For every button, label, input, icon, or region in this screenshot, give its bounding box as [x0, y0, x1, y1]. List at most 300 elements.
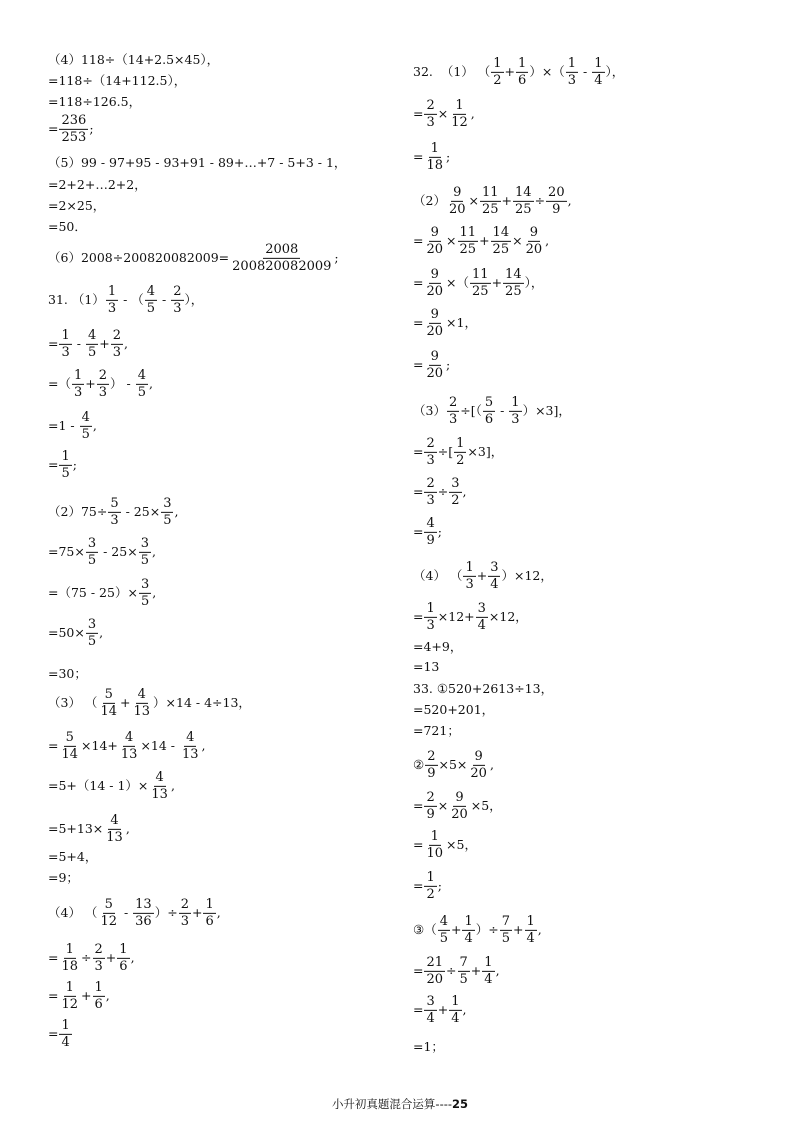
text-segment: = [48, 1025, 59, 1041]
fraction [524, 226, 545, 256]
numerator: 7 [459, 954, 468, 970]
fraction [449, 99, 470, 129]
right-line [413, 350, 450, 380]
denominator: 14 [61, 746, 79, 762]
numerator: 11 [459, 224, 477, 240]
denominator: 3 [110, 512, 119, 528]
fraction [86, 618, 98, 648]
fraction [454, 437, 466, 467]
numerator: 1 [73, 367, 83, 383]
left-line [48, 771, 175, 801]
denominator: 5 [459, 971, 468, 987]
text-segment: ×12， [488, 608, 528, 624]
numerator: 3 [477, 600, 486, 616]
numerator: 5 [65, 729, 74, 745]
denominator: 3 [426, 617, 435, 633]
fraction [480, 186, 501, 216]
left-line [48, 243, 339, 273]
denominator: 3 [511, 411, 520, 427]
denominator: 2 [426, 886, 435, 902]
fraction [117, 943, 129, 973]
fraction [93, 943, 105, 973]
denominator: 20 [426, 241, 444, 257]
text-segment: , [174, 503, 179, 519]
fraction [458, 956, 470, 986]
text-segment: , [170, 777, 175, 793]
denominator: 25 [505, 283, 522, 299]
numerator: 2 [426, 97, 435, 113]
fraction [449, 791, 470, 821]
numerator: 1 [430, 828, 439, 844]
fraction [72, 369, 84, 399]
fraction [491, 57, 503, 87]
left-line [48, 93, 142, 109]
fraction [133, 898, 154, 928]
right-line [413, 186, 572, 216]
numerator: 2 [448, 394, 458, 410]
text-segment: ×5， [446, 836, 477, 852]
text-segment: ÷ [81, 949, 92, 965]
denominator: 20 [525, 241, 543, 257]
numerator: 4 [155, 769, 164, 785]
numerator: 4 [137, 686, 146, 702]
denominator: 12 [451, 114, 468, 130]
denominator: 20 [448, 201, 466, 217]
denominator: 200820082009 [232, 258, 332, 274]
numerator: 2 [112, 327, 121, 343]
numerator: 1 [119, 941, 128, 957]
denominator: 5 [439, 930, 448, 946]
text-segment: - [72, 335, 85, 351]
text-segment: （2）75÷ [48, 503, 108, 519]
text-segment: ; [446, 148, 451, 164]
fraction [503, 268, 524, 298]
numerator: 1 [484, 954, 493, 970]
text-segment: （5）99 - 97+95 - 93+91 - 89+…+7 - 5+3 - 1， [48, 154, 347, 170]
numerator: 5 [484, 394, 494, 410]
numerator: 3 [163, 495, 172, 511]
text-segment: , [99, 624, 104, 640]
numerator: 1 [493, 55, 502, 71]
fraction [424, 871, 436, 901]
fraction [449, 995, 461, 1025]
text-segment: =118÷（14+112.5）， [48, 72, 187, 88]
numerator: 1 [205, 896, 214, 912]
right-line [413, 396, 571, 426]
fraction [424, 602, 436, 632]
text-segment: =5+4， [48, 848, 98, 864]
denominator: 13 [182, 746, 199, 762]
fraction [139, 578, 151, 608]
text-segment: ）×3]， [522, 402, 571, 418]
denominator: 5 [61, 465, 70, 481]
left-line [48, 537, 156, 567]
numerator: 2 [173, 283, 182, 299]
fraction [424, 830, 445, 860]
left-line [48, 848, 98, 864]
text-segment: - [496, 402, 509, 418]
fraction [447, 396, 459, 426]
text-segment: × [512, 232, 523, 248]
text-segment: ; [72, 456, 77, 472]
numerator: 3 [140, 535, 149, 551]
denominator: 5 [140, 552, 149, 568]
text-segment: × [446, 232, 457, 248]
fraction [139, 537, 151, 567]
denominator: 3 [448, 411, 458, 427]
fraction [463, 561, 475, 591]
right-line [413, 226, 549, 256]
fraction [424, 477, 436, 507]
numerator: 2 [426, 789, 435, 805]
text-segment: , [462, 1001, 467, 1017]
text-segment: + [119, 694, 131, 710]
denominator: 3 [94, 958, 103, 974]
text-segment: - 25× [121, 503, 161, 519]
numerator: 9 [453, 184, 462, 200]
numerator: 1 [567, 55, 577, 71]
numerator: 2 [180, 896, 189, 912]
text-segment: ; [334, 249, 339, 265]
fraction [424, 226, 445, 256]
text-segment: , [152, 584, 157, 600]
text-segment: ; [89, 120, 94, 136]
numerator: 3 [87, 616, 97, 632]
denominator: 4 [451, 1010, 460, 1026]
left-line [48, 618, 103, 648]
fraction [86, 537, 98, 567]
left-line [48, 981, 110, 1011]
left-line [48, 197, 106, 213]
left-line [48, 51, 220, 67]
left-line [48, 898, 221, 928]
denominator: 9 [426, 532, 435, 548]
text-segment: , [462, 483, 467, 499]
numerator: 3 [426, 993, 435, 1009]
text-segment: （6）2008÷200820082009= [48, 249, 230, 265]
text-segment: =（ [48, 375, 71, 391]
fraction [80, 411, 92, 441]
numerator: 4 [81, 409, 90, 425]
numerator: 3 [451, 475, 460, 491]
numerator: 3 [87, 535, 97, 551]
text-segment: ）， [605, 63, 625, 79]
denominator: 5 [87, 552, 97, 568]
fraction [425, 750, 437, 780]
text-segment: （3） （ [48, 694, 98, 710]
denominator: 5 [81, 426, 90, 442]
text-segment: =721； [413, 722, 460, 738]
text-segment: ）， [524, 274, 544, 290]
text-segment: , [545, 232, 550, 248]
right-line [413, 722, 460, 738]
fraction [59, 1019, 71, 1049]
denominator: 4 [484, 971, 493, 987]
denominator: 25 [481, 201, 499, 217]
numerator: 5 [110, 495, 119, 511]
left-line [48, 369, 153, 399]
text-segment: =520+201， [413, 701, 495, 717]
fraction [171, 285, 183, 315]
numerator: 4 [137, 367, 146, 383]
denominator: 5 [146, 300, 156, 316]
denominator: 6 [94, 996, 103, 1012]
text-segment: = [413, 523, 424, 539]
text-segment: , [105, 987, 110, 1003]
numerator: 1 [594, 55, 603, 71]
text-segment: =1； [413, 1038, 444, 1054]
numerator: 1 [526, 913, 535, 929]
text-segment: = [48, 987, 59, 1003]
fraction [491, 226, 512, 256]
numerator: 11 [472, 266, 489, 282]
numerator: 1 [511, 394, 520, 410]
fraction [516, 57, 528, 87]
fraction [488, 561, 500, 591]
denominator: 9 [426, 806, 435, 822]
text-segment: ×14+ [81, 737, 118, 753]
right-line [413, 1038, 444, 1054]
fraction [145, 285, 157, 315]
denominator: 20 [426, 971, 444, 987]
text-segment: + [437, 1001, 449, 1017]
numerator: 5 [104, 686, 113, 702]
denominator: 3 [426, 492, 435, 508]
left-line [48, 943, 135, 973]
denominator: 2 [451, 492, 460, 508]
text-segment: =（75 - 25）× [48, 584, 138, 600]
denominator: 4 [61, 1034, 70, 1050]
left-line [48, 154, 347, 170]
text-segment: ）×12， [501, 567, 553, 583]
denominator: 20 [451, 806, 468, 822]
text-segment: ×3]， [467, 443, 504, 459]
numerator: 7 [501, 913, 511, 929]
denominator: 18 [426, 157, 444, 173]
text-segment: = [413, 608, 424, 624]
right-line [413, 638, 463, 654]
denominator: 4 [490, 576, 499, 592]
numerator: 2 [94, 941, 103, 957]
fraction [424, 99, 436, 129]
text-segment: =118÷126.5， [48, 93, 142, 109]
fraction [230, 243, 333, 273]
numerator: 2 [98, 367, 108, 383]
denominator: 12 [100, 913, 117, 929]
numerator: 1 [430, 140, 439, 156]
text-segment: = [413, 443, 424, 459]
right-line [413, 658, 440, 674]
numerator: 1 [426, 600, 435, 616]
text-segment: =50． [48, 218, 87, 234]
text-segment: ）×14 - 4÷13， [153, 694, 251, 710]
numerator: 14 [505, 266, 522, 282]
text-segment: + [476, 567, 488, 583]
fraction [59, 329, 71, 359]
text-segment: =9； [48, 869, 79, 885]
text-segment: =50× [48, 624, 85, 640]
right-line [413, 308, 477, 338]
text-segment: = [48, 456, 59, 472]
fraction [438, 915, 450, 945]
text-segment: （4） （ [413, 567, 463, 583]
denominator: 3 [98, 384, 108, 400]
denominator: 9 [427, 765, 436, 781]
fraction [500, 915, 512, 945]
left-line [48, 176, 147, 192]
text-segment: （2） [413, 192, 446, 208]
numerator: 1 [107, 283, 117, 299]
fraction [424, 350, 445, 380]
fraction [86, 329, 98, 359]
text-segment: ）÷ [154, 904, 178, 920]
numerator: 2008 [265, 241, 299, 257]
left-line [48, 665, 87, 681]
fraction [119, 731, 140, 761]
left-line [48, 285, 203, 315]
text-segment: ② [413, 756, 425, 772]
numerator: 14 [492, 224, 510, 240]
left-line [48, 1019, 73, 1049]
numerator: 20 [548, 184, 565, 200]
right-line [413, 750, 494, 780]
numerator: 9 [529, 224, 538, 240]
text-segment: + [491, 274, 503, 290]
text-segment: 31. （1） [48, 291, 105, 307]
fraction [470, 268, 491, 298]
fraction [203, 898, 215, 928]
text-segment: 33. ①520+2613÷13， [413, 680, 554, 696]
left-line [48, 114, 94, 144]
numerator: 2 [426, 435, 435, 451]
denominator: 3 [426, 452, 435, 468]
right-line [413, 956, 500, 986]
text-segment: =1 - [48, 417, 79, 433]
left-line [48, 72, 187, 88]
numerator: 2 [427, 748, 436, 764]
right-line [413, 57, 624, 87]
text-segment: + [105, 949, 117, 965]
right-line [413, 477, 467, 507]
denominator: 25 [459, 241, 477, 257]
text-segment: + [513, 921, 524, 937]
text-segment: + [81, 987, 92, 1003]
text-segment: = [413, 877, 424, 893]
text-segment: = [48, 335, 59, 351]
text-segment: ） - [110, 375, 135, 391]
denominator: 6 [119, 958, 128, 974]
fraction [458, 226, 479, 256]
text-segment: , [489, 756, 494, 772]
text-segment: ×12+ [437, 608, 475, 624]
numerator: 1 [61, 448, 70, 464]
numerator: 4 [186, 729, 195, 745]
fraction [424, 308, 445, 338]
right-line [413, 995, 467, 1025]
fraction [97, 369, 109, 399]
text-segment: - [158, 291, 171, 307]
text-segment: , [567, 192, 572, 208]
numerator: 1 [61, 327, 70, 343]
text-segment: =5+13× [48, 820, 104, 836]
denominator: 4 [426, 1010, 435, 1026]
left-line [48, 869, 79, 885]
right-line [413, 517, 442, 547]
text-segment: + [451, 921, 462, 937]
denominator: 3 [180, 913, 189, 929]
denominator: 3 [173, 300, 182, 316]
page-number: 25 [452, 1097, 469, 1111]
fraction [566, 57, 578, 87]
fraction [513, 186, 534, 216]
denominator: 4 [477, 617, 486, 633]
text-segment: =2+2+…2+2， [48, 176, 147, 192]
numerator: 9 [455, 789, 464, 805]
text-segment: = [48, 949, 59, 965]
fraction [449, 477, 461, 507]
denominator: 10 [426, 845, 444, 861]
fraction [136, 369, 148, 399]
fraction [93, 981, 105, 1011]
text-segment: （4）118÷（14+2.5×45）， [48, 51, 220, 67]
numerator: 4 [110, 812, 119, 828]
fraction [98, 898, 119, 928]
text-segment: , [123, 335, 128, 351]
text-segment: - 25× [99, 543, 138, 559]
denominator: 18 [61, 958, 79, 974]
text-segment: + [504, 63, 516, 79]
text-segment: ÷ [437, 483, 449, 499]
fraction [424, 268, 445, 298]
text-segment: × [468, 192, 479, 208]
text-segment: = [413, 356, 424, 372]
text-segment: - [119, 904, 133, 920]
left-line [48, 411, 97, 441]
denominator: 5 [87, 633, 97, 649]
denominator: 13 [120, 746, 138, 762]
text-segment: - （ [119, 291, 144, 307]
numerator: 1 [465, 559, 474, 575]
text-segment: , [92, 417, 97, 433]
text-segment: =2×25， [48, 197, 106, 213]
denominator: 3 [73, 384, 83, 400]
denominator: 5 [87, 344, 97, 360]
text-segment: =5+（14 - 1）× [48, 777, 149, 793]
text-segment: =75× [48, 543, 85, 559]
fraction [546, 186, 567, 216]
numerator: 9 [430, 224, 439, 240]
text-segment: + [501, 192, 513, 208]
text-segment: ; [446, 356, 451, 372]
numerator: 4 [125, 729, 134, 745]
numerator: 4 [426, 515, 435, 531]
denominator: 13 [133, 703, 151, 719]
fraction [59, 731, 80, 761]
denominator: 4 [594, 72, 603, 88]
text-segment: （4） （ [48, 904, 98, 920]
text-segment: = [413, 105, 424, 121]
numerator: 1 [426, 869, 435, 885]
fraction [59, 943, 80, 973]
denominator: 3 [465, 576, 474, 592]
text-segment: , [537, 921, 542, 937]
fraction [509, 396, 521, 426]
denominator: 20 [470, 765, 487, 781]
denominator: 13 [151, 786, 168, 802]
text-segment: + [191, 904, 203, 920]
fraction [424, 517, 436, 547]
numerator: 14 [515, 184, 532, 200]
